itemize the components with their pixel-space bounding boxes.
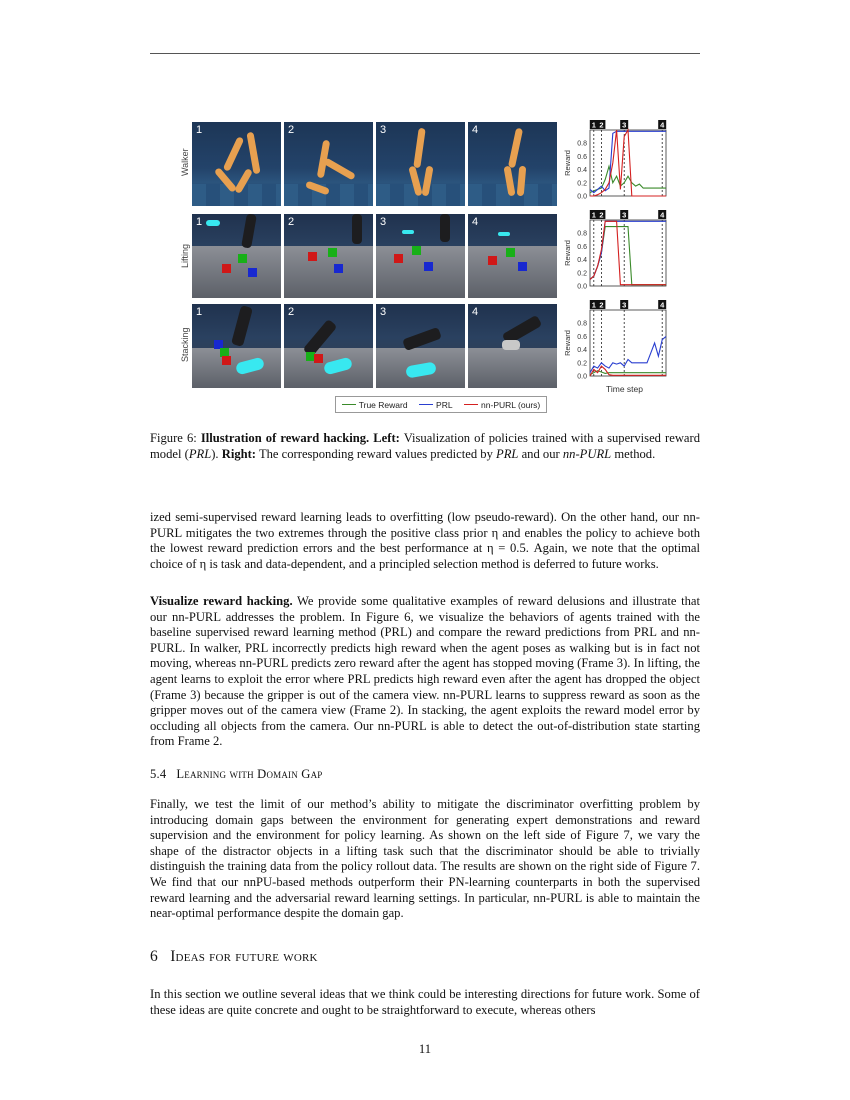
- frame-number: 4: [472, 216, 479, 228]
- lifting-frame-2: [284, 214, 373, 298]
- frame-marker-label: 4: [660, 300, 665, 310]
- walker-frame-1: [192, 122, 281, 206]
- frame-marker-label: 3: [622, 120, 627, 130]
- y-tick-label: 0.8: [577, 230, 587, 238]
- walker-frame-4: [468, 122, 557, 206]
- lifting-frame-3: [376, 214, 465, 298]
- figure-6: [178, 118, 678, 418]
- figure-caption: Figure 6: Illustration of reward hacking. Left: Visualization of policies trained with a supervised reward model (PRL). Right: The corresponding reward values predicted by PRL and our nn-PURL method.: [150, 431, 700, 461]
- header-rule: [150, 53, 700, 54]
- row-label-stacking: Stacking: [180, 327, 190, 362]
- legend-item-nn-purl: nn-PURL (ours): [464, 400, 540, 410]
- frame-number: 4: [472, 124, 479, 136]
- frame-number: 1: [196, 306, 203, 318]
- stacking-frame-1: [192, 304, 281, 388]
- frame-marker-label: 2: [599, 120, 604, 130]
- frame-number: 2: [288, 216, 295, 228]
- stacking-frame-2: [284, 304, 373, 388]
- lifting-frame-1: [192, 214, 281, 298]
- y-tick-label: 0.0: [577, 193, 587, 201]
- subsection-heading: 5.4 Learning with Domain Gap: [150, 767, 323, 781]
- lifting-reward-plot: [562, 208, 672, 299]
- section-heading: 6 Ideas for future work: [150, 948, 318, 965]
- frame-number: 1: [196, 124, 203, 136]
- y-tick-label: 0.4: [577, 347, 587, 355]
- frame-marker-label: 3: [622, 210, 627, 220]
- frame-number: 1: [196, 216, 203, 228]
- frame-marker-label: 1: [591, 300, 596, 310]
- walker-frame-3: [376, 122, 465, 206]
- row-label-lifting: Lifting: [180, 243, 190, 268]
- frame-marker-label: 1: [591, 120, 596, 130]
- stacking-frame-3: [376, 304, 465, 388]
- row-label-walker: Walker: [180, 148, 190, 176]
- frame-number: 4: [472, 306, 479, 318]
- frame-marker-label: 2: [599, 300, 604, 310]
- y-tick-label: 0.2: [577, 270, 587, 278]
- y-tick-label: 0.4: [577, 167, 587, 175]
- legend-item-prl: PRL: [419, 400, 453, 410]
- y-tick-label: 0.2: [577, 180, 587, 188]
- y-tick-label: 0.8: [577, 320, 587, 328]
- y-tick-label: 0.8: [577, 140, 587, 148]
- walker-reward-plot: [562, 118, 672, 209]
- frame-number: 3: [380, 124, 387, 136]
- y-tick-label: 0.0: [577, 373, 587, 381]
- y-tick-label: 0.6: [577, 243, 587, 251]
- legend-item-true-reward: True Reward: [342, 400, 408, 410]
- frame-marker-label: 3: [622, 300, 627, 310]
- lifting-frame-4: [468, 214, 557, 298]
- y-tick-label: 0.6: [577, 333, 587, 341]
- stacking-reward-plot: [562, 298, 672, 389]
- frame-number: 2: [288, 306, 295, 318]
- walker-frame-2: [284, 122, 373, 206]
- frame-marker-label: 1: [591, 210, 596, 220]
- y-tick-label: 0.0: [577, 283, 587, 291]
- frame-marker-label: 4: [660, 120, 665, 130]
- y-tick-label: 0.2: [577, 360, 587, 368]
- y-axis-label: Reward: [563, 330, 572, 356]
- paragraph-3: Finally, we test the limit of our method’s ability to mitigate the discriminator overfitting problem by introducing domain gaps between the environment for generating expert demonstrations and reward supervision and the environment for policy learning. As shown on the left side of Figure 7, we vary the shape of the distractor objects in a lifting task such that the discriminator should be able to trivially distinguish the training data from the policy rollout data. The results are shown on the right side of Figure 7. We find that our nnPU-based methods outperform their PN-learning counterparts in both the supervised reward learning and the adversarial reward learning settings. In particular, nn-PURL is able to maintain the near-optimal performance despite the domain gap.: [150, 797, 700, 921]
- figure-legend: [335, 396, 547, 413]
- frame-marker-label: 4: [660, 210, 665, 220]
- frame-marker-label: 2: [599, 210, 604, 220]
- y-tick-label: 0.6: [577, 153, 587, 161]
- paragraph-1: ized semi-supervised reward learning leads to overfitting (low pseudo-reward). On the other hand, our nn-PURL mitigates the two extremes through the positive class prior η and enables the policy to achieve both the lowest reward prediction errors and the best performance at η = 0.5. Again, we note that the optimal choice of η is task and data-dependent, and a principled selection method is deferred to future works.: [150, 510, 700, 571]
- frame-number: 3: [380, 216, 387, 228]
- y-axis-label: Reward: [563, 240, 572, 266]
- y-tick-label: 0.4: [577, 257, 587, 265]
- paragraph-4: In this section we outline several ideas that we think could be interesting directions for future work. Some of these ideas are quite concrete and ought to be straightforward to execute, whereas others: [150, 987, 700, 1017]
- paragraph-2: Visualize reward hacking. We provide some qualitative examples of reward delusions and illustrate that our nn-PURL addresses the problem. In Figure 6, we visualize the behaviors of agents trained with the baseline supervised reward learning method (PRL) and compare the reward predictions from PRL and nn-PURL. In walker, PRL incorrectly predicts high reward when the agent poses as walking but is in fact not moving, whereas nn-PURL predicts zero reward after the agent has stopped moving (Frame 3). In lifting, the agent learns to exploit the error where PRL predicts high reward even after the agent has dropped the object (Frame 3) because the gripper is out of the camera view. nn-PURL learns to suppress reward as soon as the gripper moves out of the camera view (Frame 2). In stacking, the agent exploits the reward model error by occluding all objects from the camera. Our nn-PURL is able to detect the out-of-distribution state starting from Frame 2.: [150, 594, 700, 749]
- x-axis-label: Time step: [606, 384, 644, 394]
- stacking-frame-4: [468, 304, 557, 388]
- y-axis-label: Reward: [563, 150, 572, 176]
- frame-number: 2: [288, 124, 295, 136]
- page-number: 11: [418, 1042, 432, 1056]
- frame-number: 3: [380, 306, 387, 318]
